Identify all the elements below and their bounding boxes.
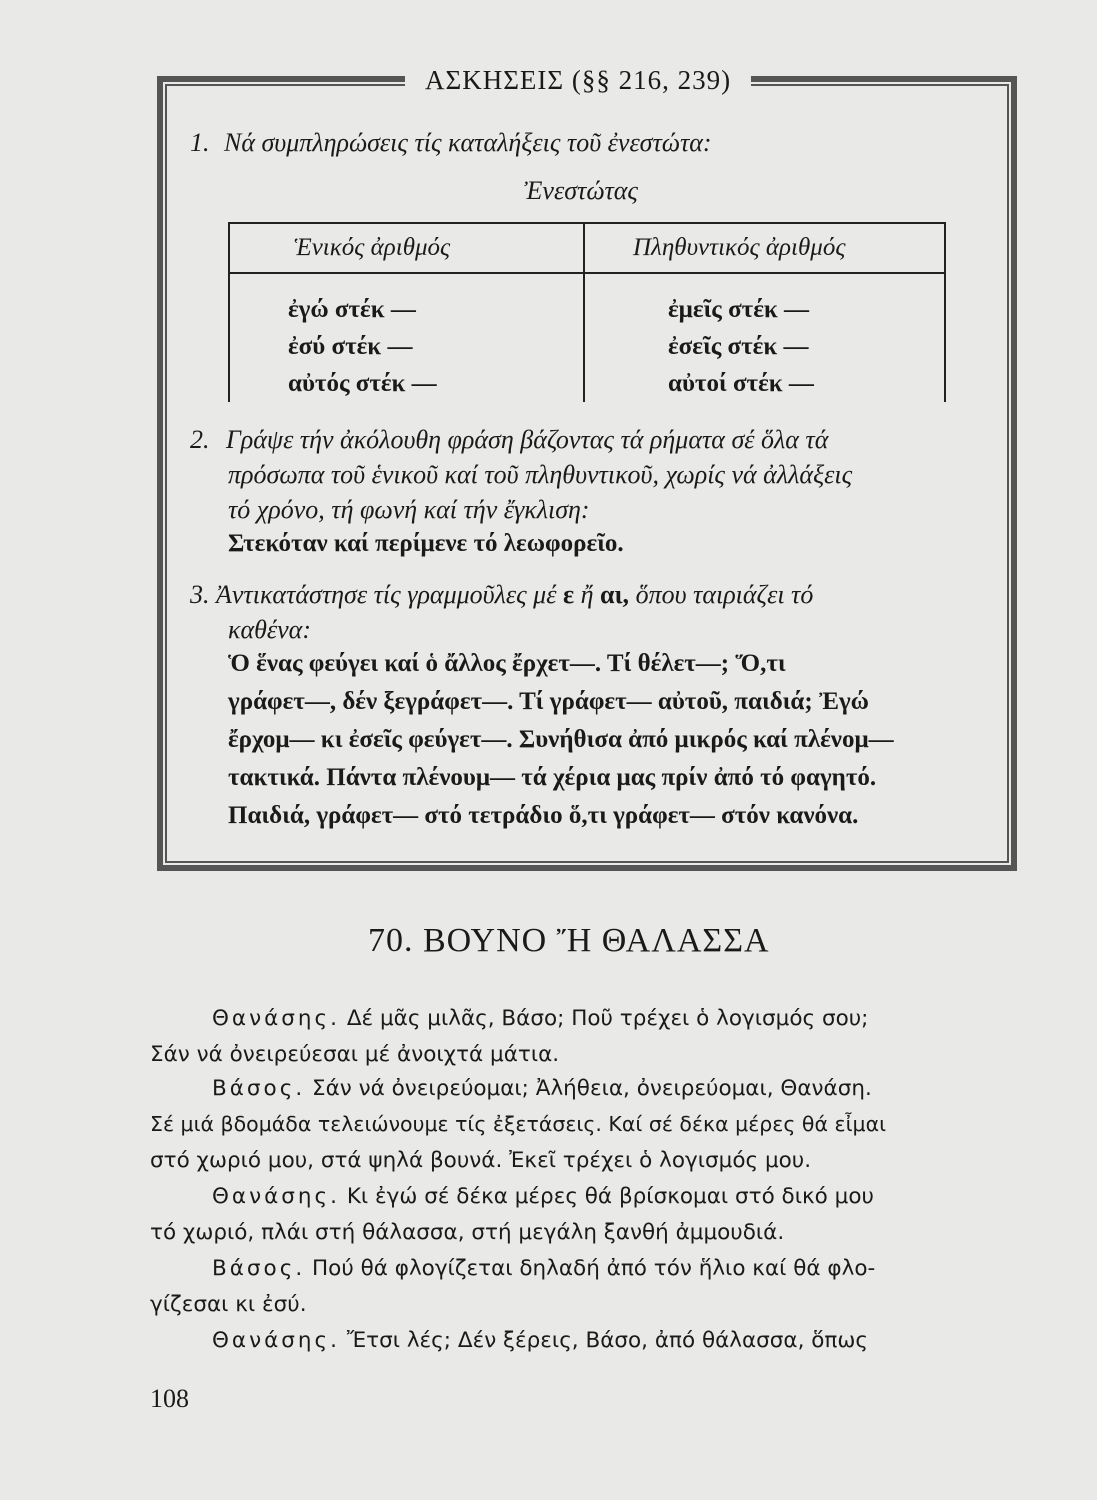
speaker-name: Βάσος. [212,1256,306,1281]
table-rule-top [228,222,946,224]
exercise-2-sentence: Στεκόταν καί περίμενε τό λεωφορεῖο. [228,530,624,557]
page-number: 108 [150,1384,189,1413]
table-cell-plural: ἐσεῖς στέκ — [668,333,809,360]
table-rule-header [228,272,946,274]
col-header-singular: Ἑνικός ἀριθμός [294,234,451,261]
table-cell-singular: ἐγώ στέκ — [288,296,416,323]
speaker-name: Θανάσης. [212,1006,340,1031]
exercise-1-instruction: 1. Νά συμπληρώσεις τίς καταλήξεις τοῦ ἐνεστώτα: [190,128,712,157]
dialogue-line: Θανάσης. Ἔτσι λές; Δέν ξέρεις, Βάσο, ἀπό θάλασσα, ὅπως [212,1328,868,1353]
exercise-box-title: ΑΣΚΗΣΕΙΣ (§§ 216, 239) [405,60,751,100]
speaker-name: Βάσος. [212,1076,306,1101]
speaker-name: Θανάσης. [212,1328,340,1353]
table-rule-divider [583,222,585,402]
exercise-2-number: 2. [190,425,210,454]
table-cell-plural: αὐτοί στέκ — [668,370,814,397]
dialogue-line: γίζεσαι κι ἐσύ. [150,1292,307,1317]
dialogue-line: Θανάσης. Κι ἐγώ σέ δέκα μέρες θά βρίσκομαι στό δικό μου [212,1184,874,1209]
speaker-name: Θανάσης. [212,1184,340,1209]
table-cell-plural: ἐμεῖς στέκ — [668,296,810,323]
exercise-3-line: τακτικά. Πάντα πλένουμ— τά χέρια μας πρίν ἀπό τό φαγητό. [228,764,877,791]
exercise-3-line: Ὁ ἕνας φεύγει καί ὁ ἄλλος ἔρχετ—. Τί θέλετ—; Ὅ,τι [228,650,786,677]
exercise-2-line: τό χρόνο, τή φωνή καί τήν ἔγκλιση: [228,495,590,524]
dialogue-line: Βάσος. Πού θά φλογίζεται δηλαδή ἀπό τόν ἥλιο καί θά φλο- [212,1256,876,1281]
dialogue-line: στό χωριό μου, στά ψηλά βουνά. Ἐκεῖ τρέχει ὁ λογισμός μου. [150,1148,812,1173]
dialogue-line: τό χωριό, πλάι στή θάλασσα, στή μεγάλη ξανθή ἀμμουδιά. [150,1220,785,1245]
exercise-1-number: 1. [190,128,210,157]
exercise-2-line: πρόσωπα τοῦ ἑνικοῦ καί τοῦ πληθυντικοῦ, χωρίς νά ἀλλάξεις [228,460,853,489]
table-cell-singular: ἐσύ στέκ — [288,333,413,360]
exercise-3-line: ἔρχομ— κι ἐσεῖς φεύγετ—. Συνήθισα ἀπό μικρός καί πλένομ— [228,726,894,753]
col-header-plural: Πληθυντικός ἀριθμός [633,234,846,261]
exercise-3-number: 3. [190,580,210,609]
exercise-3-instruction: 3. Ἀντικατάστησε τίς γραμμοῦλες μέ ε ἤ αι, ὅπου ταιριάζει τό [190,580,814,609]
lesson-title: 70. ΒΟΥΝΟ Ἤ ΘΑΛΑΣΣΑ [368,922,770,959]
conjugation-table [228,222,946,402]
exercise-2-line: 2. Γράψε τήν ἀκόλουθη φράση βάζοντας τά ρήματα σέ ὅλα τά [190,425,829,454]
table-cell-singular: αὐτός στέκ — [288,370,437,397]
exercise-3-line: Παιδιά, γράφετ— στό τετράδιο ὅ,τι γράφετ— στόν κανόνα. [228,802,859,829]
exercise-3-line: γράφετ—, δέν ξεγράφετ—. Τί γράφετ— αὐτοῦ, παιδιά; Ἐγώ [228,688,869,715]
table-rule-right [944,222,946,402]
exercise-3-instruction-cont: καθένα: [228,615,311,644]
dialogue-line: Σέ μιά βδομάδα τελειώνουμε τίς ἐξετάσεις. Καί σέ δέκα μέρες θά εἶμαι [150,1112,887,1136]
dialogue-line: Σάν νά ὀνειρεύεσαι μέ ἀνοιχτά μάτια. [150,1042,560,1067]
table-title: Ἐνεστώτας [524,176,638,205]
table-rule-left [228,222,230,402]
dialogue-line: Θανάσης. Δέ μᾶς μιλᾶς, Βάσο; Ποῦ τρέχει ὁ λογισμός σου; [212,1006,869,1031]
dialogue-line: Βάσος. Σάν νά ὀνειρεύομαι; Ἀλήθεια, ὀνειρεύομαι, Θανάση. [212,1076,872,1101]
